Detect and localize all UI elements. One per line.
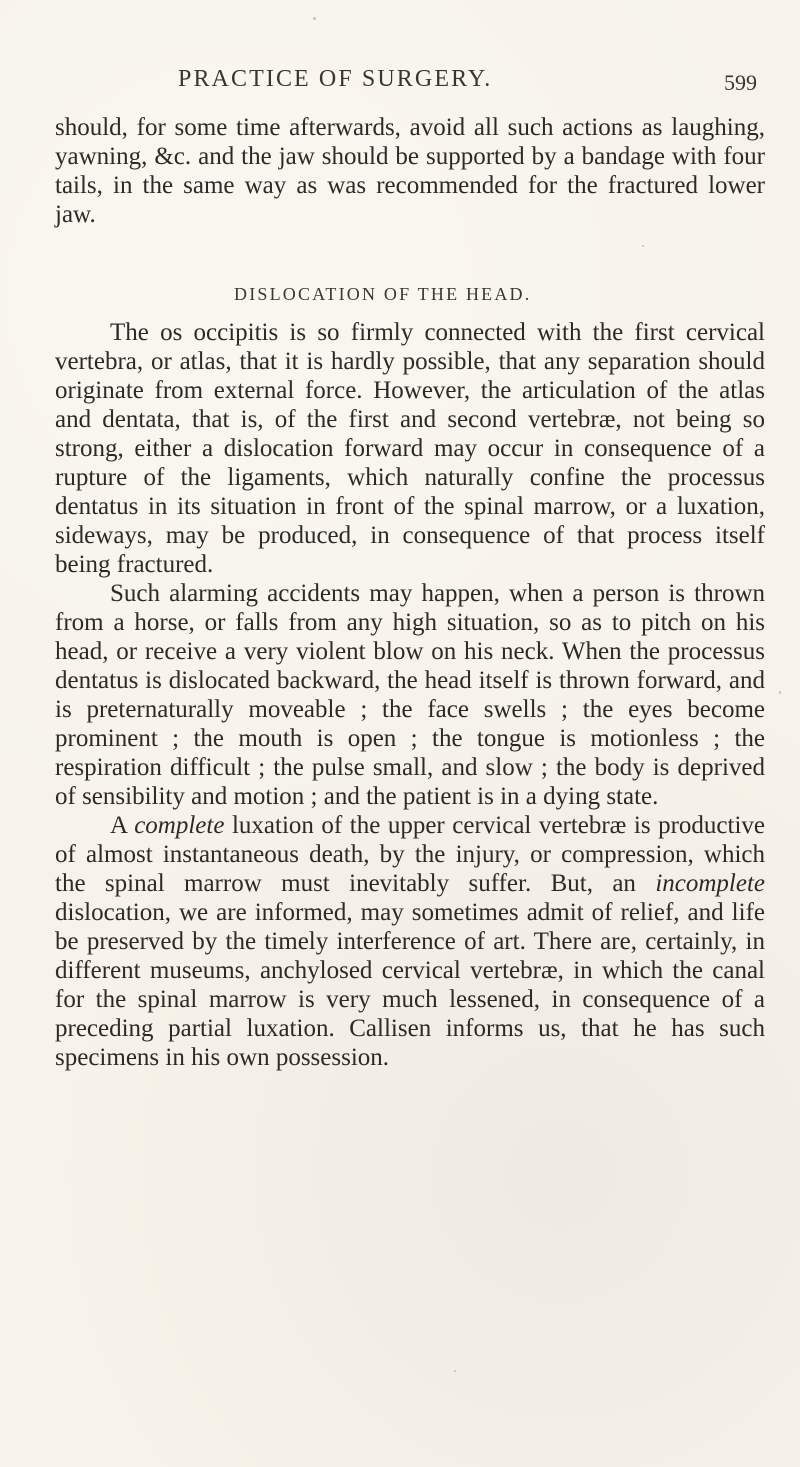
paragraph-1: The os occipitis is so firmly connected with the first cervical vertebra, or atlas, that it is hardly possible, that any separation should originate from external force. However, the articulation of the atlas and dentata, that is, of the first and second vertebræ, not being so strong, either a dislocation forward may occur in consequence of a rupture of the ligaments, which naturally confine the processus dentatus in its situation in front of the spinal marrow, or a luxation, sideways, may be produced, in consequence of that process itself being fractured. [55, 319, 765, 578]
opening-paragraph: should, for some time afterwards, avoid all such actions as laughing, yawning, &c. and the jaw should be supported by a bandage with four tails, in the same way as was recommended for the fractured lower jaw. [55, 114, 765, 228]
section-body [55, 318, 765, 1072]
paper-speck [313, 17, 316, 20]
paragraph-3-suffix: dislocation, we are informed, may sometimes admit of relief, and life be preserved by the timely interference of art. There are, certainly, in different museums, anchylosed cervical vertebræ, in which the canal for the spinal marrow is very much lessened, in consequence of a preceding partial luxation. Callisen informs us, that he has such specimens in his own possession. [55, 899, 765, 1071]
section-heading: DISLOCATION OF THE HEAD. [234, 284, 532, 304]
running-header: PRACTICE OF SURGERY. [178, 66, 493, 92]
paper-speck [779, 691, 781, 694]
opening-paragraph-block [55, 113, 765, 229]
paragraph-3-italic-2: incomplete [655, 870, 765, 897]
paper-speck [454, 1370, 456, 1372]
paragraph-3 [55, 811, 765, 1072]
paragraph-3-italic-1: complete [134, 812, 225, 839]
paper-speck [642, 245, 644, 247]
page-number: 599 [724, 70, 757, 95]
paragraph-3-prefix: A [110, 812, 135, 839]
paragraph-2: Such alarming accidents may happen, when a person is thrown from a horse, or falls from any high situation, so as to pitch on his head, or receive a very violent blow on his neck. When the processus dentatus is dislocated backward, the head itself is thrown forward, and is preternaturally moveable ; the face swells ; the eyes become prominent ; the mouth is open ; the tongue is motionless ; the respiration difficult ; the pulse small, and slow ; the body is deprived of sensibility and motion ; and the patient is in a dying state. [55, 580, 765, 810]
paragraph-3-middle: luxation of the upper cervical vertebræ is productive of almost instantaneous death, by the injury, or compression, which the spinal marrow must inevitably suffer. But, an [55, 812, 765, 897]
